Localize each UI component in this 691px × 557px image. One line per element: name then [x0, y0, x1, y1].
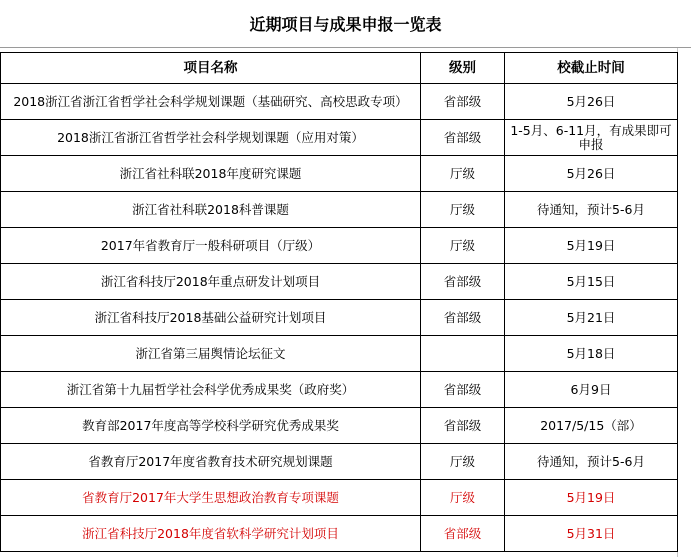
table-row [1, 264, 678, 300]
cell-deadline[interactable]: 5月26日 [505, 84, 678, 120]
cell-level[interactable]: 厅级 [421, 228, 505, 264]
cell-project-name[interactable]: 浙江省第三届舆情论坛征文 [1, 336, 421, 372]
cell-project-name[interactable]: 浙江省社科联2018科普课题 [1, 192, 421, 228]
cell-level[interactable]: 省部级 [421, 300, 505, 336]
cell-level[interactable]: 省部级 [421, 120, 505, 156]
cell-level[interactable] [421, 336, 505, 372]
cell-deadline[interactable]: 5月26日 [505, 156, 678, 192]
cell-deadline[interactable]: 5月19日 [505, 228, 678, 264]
cell-project-name[interactable]: 2018浙江省浙江省哲学社会科学规划课题（基础研究、高校思政专项） [1, 84, 421, 120]
cell-deadline[interactable]: 6月9日 [505, 372, 678, 408]
table-row [1, 84, 678, 120]
cell-deadline[interactable]: 待通知，预计5-6月 [505, 444, 678, 480]
table-row [1, 120, 678, 156]
table-row [1, 192, 678, 228]
cell-deadline[interactable]: 5月15日 [505, 264, 678, 300]
column-header-level[interactable]: 级别 [421, 53, 505, 84]
cell-level[interactable]: 省部级 [421, 84, 505, 120]
cell-level[interactable]: 省部级 [421, 408, 505, 444]
cell-level[interactable]: 厅级 [421, 192, 505, 228]
cell-level[interactable]: 省部级 [421, 516, 505, 552]
cell-project-name[interactable]: 教育部2017年度高等学校科学研究优秀成果奖 [1, 408, 421, 444]
table-row [1, 408, 678, 444]
table-row-highlighted [1, 516, 678, 552]
cell-deadline[interactable]: 5月18日 [505, 336, 678, 372]
empty-column-area[interactable] [677, 48, 691, 557]
table-row [1, 444, 678, 480]
cell-project-name[interactable]: 2017年省教育厅一般科研项目（厅级） [1, 228, 421, 264]
cell-project-name[interactable]: 浙江省社科联2018年度研究课题 [1, 156, 421, 192]
column-header-deadline[interactable]: 校截止时间 [505, 53, 678, 84]
table-row [1, 300, 678, 336]
cell-project-name[interactable]: 浙江省科技厅2018年度省软科学研究计划项目 [1, 516, 421, 552]
cell-project-name[interactable]: 浙江省第十九届哲学社会科学优秀成果奖（政府奖） [1, 372, 421, 408]
cell-project-name[interactable]: 省教育厅2017年大学生思想政治教育专项课题 [1, 480, 421, 516]
cell-level[interactable]: 厅级 [421, 480, 505, 516]
cell-project-name[interactable]: 省教育厅2017年度省教育技术研究规划课题 [1, 444, 421, 480]
cell-project-name[interactable]: 2018浙江省浙江省哲学社会科学规划课题（应用对策） [1, 120, 421, 156]
column-header-name[interactable]: 项目名称 [1, 53, 421, 84]
cell-project-name[interactable]: 浙江省科技厅2018基础公益研究计划项目 [1, 300, 421, 336]
cell-deadline[interactable]: 5月19日 [505, 480, 678, 516]
cell-project-name[interactable]: 浙江省科技厅2018年重点研发计划项目 [1, 264, 421, 300]
cell-deadline[interactable]: 待通知，预计5-6月 [505, 192, 678, 228]
table-row [1, 156, 678, 192]
table-row [1, 336, 678, 372]
cell-level[interactable]: 厅级 [421, 444, 505, 480]
sheet-title: 近期项目与成果申报一览表 [0, 0, 691, 48]
cell-deadline[interactable]: 1-5月、6-11月，有成果即可申报 [505, 120, 678, 156]
cell-level[interactable]: 省部级 [421, 372, 505, 408]
cell-deadline[interactable]: 5月31日 [505, 516, 678, 552]
cell-deadline[interactable]: 2017/5/15（部） [505, 408, 678, 444]
cell-level[interactable]: 省部级 [421, 264, 505, 300]
table-row [1, 372, 678, 408]
header-row [1, 53, 678, 84]
cell-deadline[interactable]: 5月21日 [505, 300, 678, 336]
projects-table [0, 52, 678, 552]
cell-level[interactable]: 厅级 [421, 156, 505, 192]
table-row-highlighted [1, 480, 678, 516]
table-row [1, 228, 678, 264]
